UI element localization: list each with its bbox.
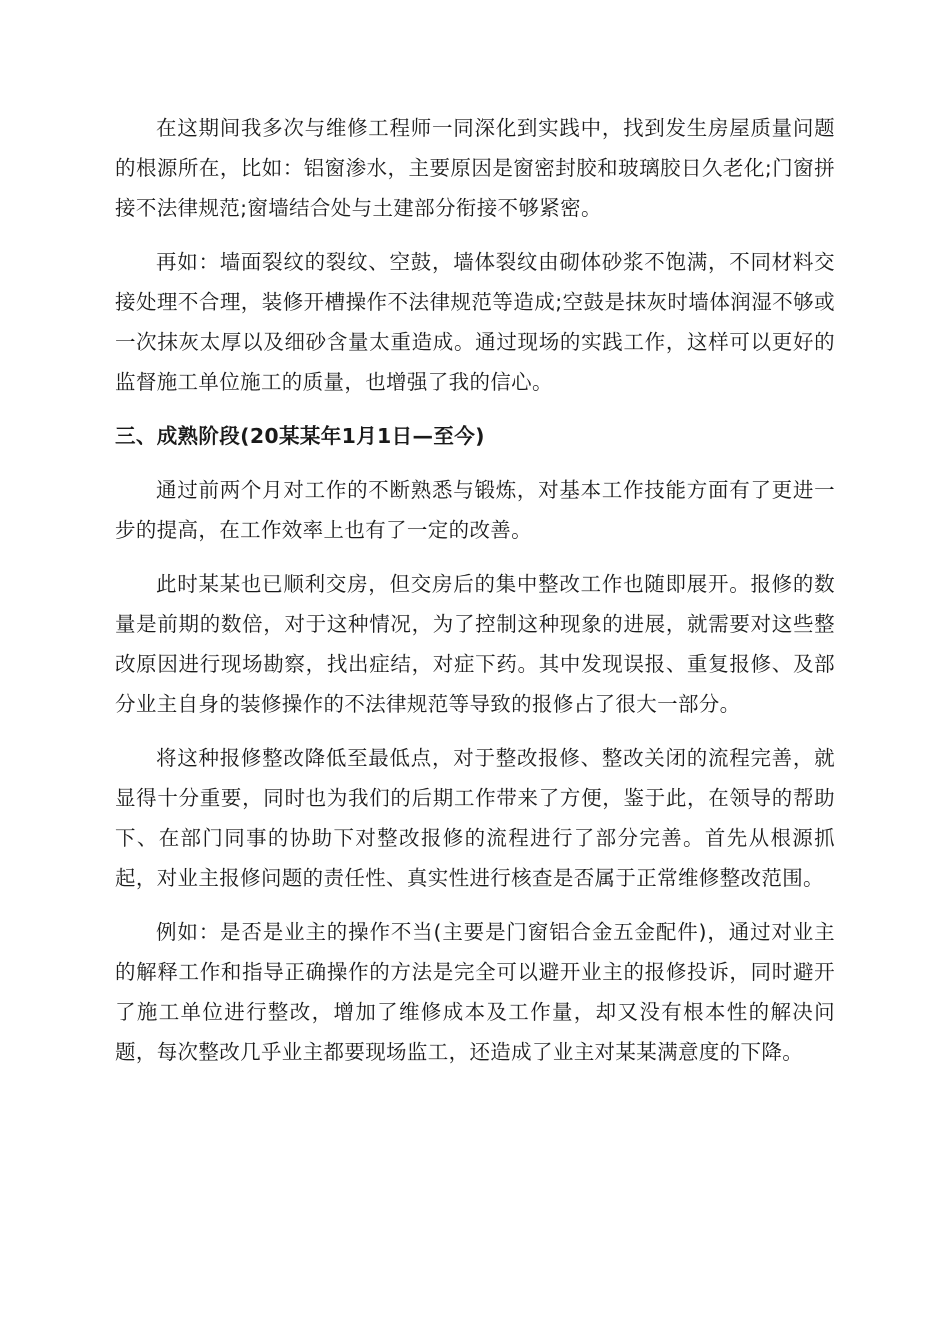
paragraph-process-improvement: 将这种报修整改降低至最低点，对于整改报修、整改关闭的流程完善，就显得十分重要，同时也为我们的后期工作带来了方便，鉴于此，在领导的帮助下、在部门同事的协助下对整改报修的流程进行了部分完善。首先从根源抓起，对业主报修问题的责任性、真实性进行核查是否属于正常维修整改范围。 bbox=[115, 746, 835, 890]
paragraph-example-misuse: 例如：是否是业主的操作不当(主要是门窗铝合金五金配件)，通过对业主的解释工作和指导正确操作的方法是完全可以避开业主的报修投诉，同时避开了施工单位进行整改，增加了维修成本及工作量，却又没有根本性的解决问题，每次整改几乎业主都要现场监工，还造成了业主对某某满意度的下降。 bbox=[115, 920, 835, 1064]
paragraph-inspection-findings: 在这期间我多次与维修工程师一同深化到实践中，找到发生房屋质量问题的根源所在，比如：铝窗渗水，主要原因是窗密封胶和玻璃胶日久老化;门窗拼接不法律规范;窗墙结合处与土建部分衔接不够紧密。 bbox=[115, 116, 835, 220]
paragraph-handover-rectification: 此时某某也已顺利交房，但交房后的集中整改工作也随即展开。报修的数量是前期的数倍，对于这种情况，为了控制这种现象的进展，就需要对这些整改原因进行现场勘察，找出症结，对症下药。其中发现误报、重复报修、及部分业主自身的装修操作的不法律规范等导致的报修占了很大一部分。 bbox=[115, 572, 835, 716]
section-heading-mature-stage: 三、成熟阶段(20某某年1月1日—至今) bbox=[115, 424, 485, 448]
document-body bbox=[115, 108, 835, 1086]
paragraph-skill-improvement: 通过前两个月对工作的不断熟悉与锻炼，对基本工作技能方面有了更进一步的提高，在工作效率上也有了一定的改善。 bbox=[115, 478, 835, 542]
paragraph-wall-cracks: 再如：墙面裂纹的裂纹、空鼓，墙体裂纹由砌体砂浆不饱满，不同材料交接处理不合理，装修开槽操作不法律规范等造成;空鼓是抹灰时墙体润湿不够或一次抹灰太厚以及细砂含量太重造成。通过现场的实践工作，这样可以更好的监督施工单位施工的质量，也增强了我的信心。 bbox=[115, 250, 835, 394]
